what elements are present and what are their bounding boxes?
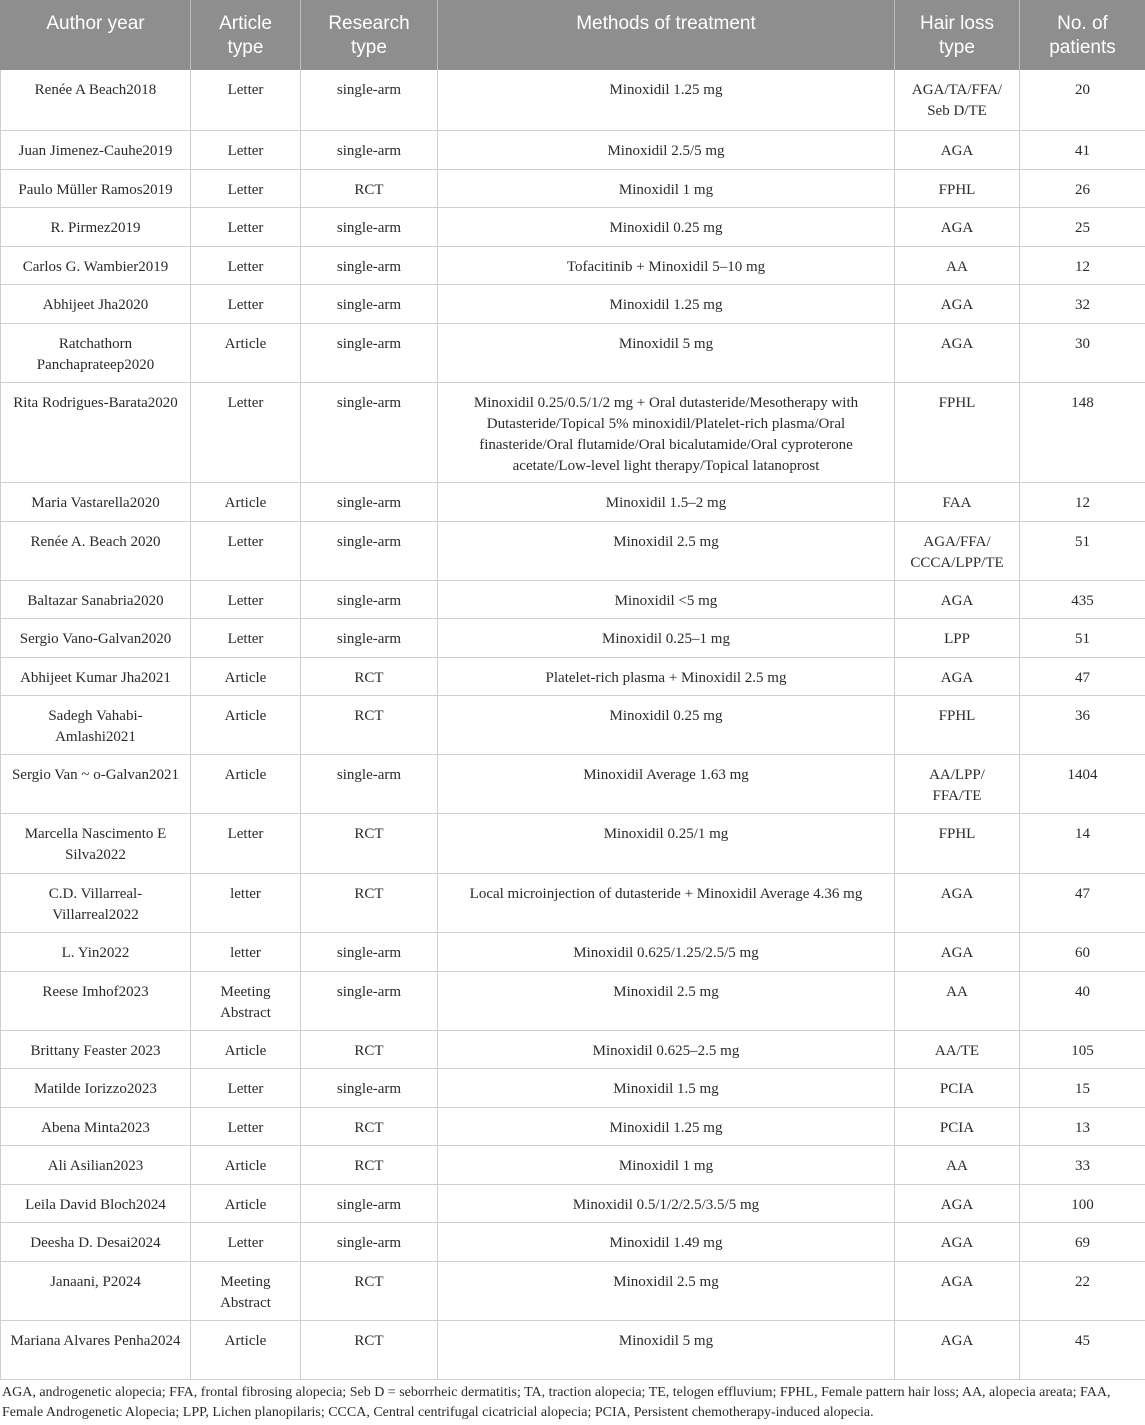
cell-methods-of-treatment: Minoxidil 1.25 mg	[438, 70, 895, 130]
cell-methods-of-treatment: Minoxidil 1 mg	[438, 169, 895, 207]
cell-no-of-patients: 47	[1020, 657, 1145, 695]
cell-research-type: RCT	[301, 813, 438, 873]
cell-article-type: Meeting Abstract	[191, 1261, 301, 1320]
cell-no-of-patients: 12	[1020, 246, 1145, 284]
cell-author-year: Renée A. Beach 2020	[1, 521, 191, 580]
cell-author-year: Sergio Vano-Galvan2020	[1, 618, 191, 657]
cell-no-of-patients: 60	[1020, 932, 1145, 971]
table-row	[1, 284, 1145, 323]
table-row	[1, 70, 1145, 130]
cell-author-year: R. Pirmez2019	[1, 207, 191, 246]
cell-no-of-patients: 1404	[1020, 754, 1145, 813]
table-row	[1, 246, 1145, 284]
cell-research-type: RCT	[301, 1261, 438, 1320]
table-row	[1, 932, 1145, 971]
cell-hair-loss-type: AA/TE	[895, 1030, 1020, 1068]
cell-article-type: Meeting Abstract	[191, 971, 301, 1030]
cell-hair-loss-type: AGA/TA/FFA/ Seb D/TE	[895, 70, 1020, 130]
cell-no-of-patients: 148	[1020, 382, 1145, 482]
cell-hair-loss-type: FPHL	[895, 813, 1020, 873]
table-body	[1, 70, 1145, 1379]
cell-author-year: Leila David Bloch2024	[1, 1184, 191, 1222]
cell-hair-loss-type: FPHL	[895, 169, 1020, 207]
cell-methods-of-treatment: Minoxidil 1.25 mg	[438, 1107, 895, 1145]
cell-research-type: single-arm	[301, 130, 438, 169]
cell-hair-loss-type: AA	[895, 1145, 1020, 1184]
cell-methods-of-treatment: Minoxidil 5 mg	[438, 1320, 895, 1379]
cell-article-type: letter	[191, 932, 301, 971]
cell-article-type: Letter	[191, 521, 301, 580]
cell-author-year: Mariana Alvares Penha2024	[1, 1320, 191, 1379]
cell-research-type: RCT	[301, 1145, 438, 1184]
cell-research-type: single-arm	[301, 1184, 438, 1222]
cell-methods-of-treatment: Minoxidil 2.5 mg	[438, 1261, 895, 1320]
cell-hair-loss-type: AGA	[895, 932, 1020, 971]
cell-author-year: Brittany Feaster 2023	[1, 1030, 191, 1068]
cell-methods-of-treatment: Minoxidil 1 mg	[438, 1145, 895, 1184]
table-row	[1, 1184, 1145, 1222]
cell-no-of-patients: 47	[1020, 873, 1145, 932]
table-row	[1, 1107, 1145, 1145]
cell-hair-loss-type: AA	[895, 971, 1020, 1030]
cell-no-of-patients: 69	[1020, 1222, 1145, 1261]
cell-research-type: RCT	[301, 1320, 438, 1379]
cell-no-of-patients: 32	[1020, 284, 1145, 323]
table-row	[1, 169, 1145, 207]
table-row	[1, 482, 1145, 521]
cell-research-type: single-arm	[301, 482, 438, 521]
cell-hair-loss-type: AGA	[895, 130, 1020, 169]
cell-article-type: Letter	[191, 813, 301, 873]
cell-methods-of-treatment: Minoxidil 2.5/5 mg	[438, 130, 895, 169]
cell-author-year: Ali Asilian2023	[1, 1145, 191, 1184]
cell-no-of-patients: 45	[1020, 1320, 1145, 1379]
cell-no-of-patients: 51	[1020, 521, 1145, 580]
cell-no-of-patients: 13	[1020, 1107, 1145, 1145]
cell-author-year: Marcella Nascimento E Silva2022	[1, 813, 191, 873]
table-row	[1, 382, 1145, 482]
cell-hair-loss-type: PCIA	[895, 1068, 1020, 1107]
cell-methods-of-treatment: Minoxidil Average 1.63 mg	[438, 754, 895, 813]
cell-research-type: RCT	[301, 657, 438, 695]
cell-methods-of-treatment: Minoxidil 0.5/1/2/2.5/3.5/5 mg	[438, 1184, 895, 1222]
cell-methods-of-treatment: Minoxidil <5 mg	[438, 580, 895, 618]
cell-article-type: Letter	[191, 130, 301, 169]
cell-author-year: Abena Minta2023	[1, 1107, 191, 1145]
cell-hair-loss-type: AGA	[895, 1261, 1020, 1320]
cell-hair-loss-type: AGA	[895, 580, 1020, 618]
cell-methods-of-treatment: Minoxidil 1.25 mg	[438, 284, 895, 323]
table-row	[1, 695, 1145, 754]
cell-hair-loss-type: LPP	[895, 618, 1020, 657]
table-row	[1, 207, 1145, 246]
cell-hair-loss-type: AGA	[895, 1222, 1020, 1261]
cell-research-type: single-arm	[301, 323, 438, 382]
table-footnote: AGA, androgenetic alopecia; FFA, frontal fibrosing alopecia; Seb D = seborrheic dermatitis; TA, traction alopecia; TE, telogen effluvium; FPHL, Female pattern hair loss; AA, alopecia areata; FAA, Female Androgenetic Alopecia; LPP, Lichen planopilaris; CCCA, Central centrifugal cicatricial alopecia; PCIA, Persistent chemotherapy-induced alopecia.	[2, 1385, 1111, 1420]
cell-research-type: single-arm	[301, 754, 438, 813]
cell-methods-of-treatment: Minoxidil 0.625/1.25/2.5/5 mg	[438, 932, 895, 971]
header-article-type: Article type	[191, 0, 301, 70]
cell-article-type: Article	[191, 1184, 301, 1222]
table-row	[1, 1222, 1145, 1261]
cell-author-year: Sadegh Vahabi-Amlashi2021	[1, 695, 191, 754]
cell-article-type: Letter	[191, 1107, 301, 1145]
cell-hair-loss-type: FPHL	[895, 695, 1020, 754]
cell-methods-of-treatment: Minoxidil 0.25/1 mg	[438, 813, 895, 873]
table-row	[1, 754, 1145, 813]
cell-author-year: Janaani, P2024	[1, 1261, 191, 1320]
cell-article-type: Article	[191, 1320, 301, 1379]
cell-author-year: Ratchathorn Panchaprateep2020	[1, 323, 191, 382]
cell-research-type: single-arm	[301, 521, 438, 580]
cell-methods-of-treatment: Minoxidil 1.5 mg	[438, 1068, 895, 1107]
table-row	[1, 618, 1145, 657]
cell-methods-of-treatment: Minoxidil 2.5 mg	[438, 521, 895, 580]
cell-article-type: Article	[191, 1145, 301, 1184]
cell-author-year: Matilde Iorizzo2023	[1, 1068, 191, 1107]
cell-author-year: Juan Jimenez-Cauhe2019	[1, 130, 191, 169]
cell-no-of-patients: 26	[1020, 169, 1145, 207]
cell-research-type: single-arm	[301, 971, 438, 1030]
table-row	[1, 323, 1145, 382]
cell-author-year: Rita Rodrigues-Barata2020	[1, 382, 191, 482]
cell-research-type: RCT	[301, 873, 438, 932]
header-methods-of-treatment: Methods of treatment	[438, 0, 895, 70]
table-header-row	[1, 0, 1145, 70]
cell-article-type: Letter	[191, 1068, 301, 1107]
table-row	[1, 657, 1145, 695]
cell-no-of-patients: 51	[1020, 618, 1145, 657]
cell-article-type: Article	[191, 482, 301, 521]
table-row	[1, 971, 1145, 1030]
cell-no-of-patients: 15	[1020, 1068, 1145, 1107]
header-author-year: Author year	[1, 0, 191, 70]
cell-author-year: Renée A Beach2018	[1, 70, 191, 130]
table-row	[1, 130, 1145, 169]
header-no-of-patients: No. of patients	[1020, 0, 1145, 70]
cell-research-type: single-arm	[301, 382, 438, 482]
cell-hair-loss-type: AGA	[895, 657, 1020, 695]
cell-research-type: single-arm	[301, 284, 438, 323]
table-row	[1, 580, 1145, 618]
cell-research-type: single-arm	[301, 207, 438, 246]
cell-author-year: Sergio Van ~ o-Galvan2021	[1, 754, 191, 813]
cell-methods-of-treatment: Platelet-rich plasma + Minoxidil 2.5 mg	[438, 657, 895, 695]
cell-hair-loss-type: AGA	[895, 1184, 1020, 1222]
cell-hair-loss-type: AGA	[895, 873, 1020, 932]
cell-methods-of-treatment: Minoxidil 0.25–1 mg	[438, 618, 895, 657]
cell-author-year: Maria Vastarella2020	[1, 482, 191, 521]
cell-hair-loss-type: AGA	[895, 284, 1020, 323]
cell-hair-loss-type: PCIA	[895, 1107, 1020, 1145]
cell-methods-of-treatment: Minoxidil 1.49 mg	[438, 1222, 895, 1261]
cell-methods-of-treatment: Minoxidil 1.5–2 mg	[438, 482, 895, 521]
cell-research-type: single-arm	[301, 1068, 438, 1107]
cell-article-type: Letter	[191, 207, 301, 246]
cell-article-type: Article	[191, 754, 301, 813]
cell-no-of-patients: 12	[1020, 482, 1145, 521]
cell-methods-of-treatment: Minoxidil 0.25/0.5/1/2 mg + Oral dutasteride/Mesotherapy with Dutasteride/Topical 5% minoxidil/Platelet-rich plasma/Oral finasteride/Oral flutamide/Oral bicalutamide/Oral cyproterone acetate/Low-level light therapy/Topical latanoprost	[438, 382, 895, 482]
cell-hair-loss-type: AGA/FFA/ CCCA/LPP/TE	[895, 521, 1020, 580]
cell-author-year: Abhijeet Jha2020	[1, 284, 191, 323]
cell-author-year: L. Yin2022	[1, 932, 191, 971]
cell-hair-loss-type: AGA	[895, 207, 1020, 246]
table-row	[1, 813, 1145, 873]
cell-methods-of-treatment: Minoxidil 0.625–2.5 mg	[438, 1030, 895, 1068]
cell-article-type: Letter	[191, 70, 301, 130]
cell-article-type: Letter	[191, 284, 301, 323]
cell-no-of-patients: 100	[1020, 1184, 1145, 1222]
cell-no-of-patients: 40	[1020, 971, 1145, 1030]
cell-methods-of-treatment: Minoxidil 2.5 mg	[438, 971, 895, 1030]
header-research-type: Research type	[301, 0, 438, 70]
cell-research-type: single-arm	[301, 1222, 438, 1261]
cell-article-type: letter	[191, 873, 301, 932]
cell-article-type: Letter	[191, 169, 301, 207]
cell-author-year: Paulo Müller Ramos2019	[1, 169, 191, 207]
cell-author-year: Deesha D. Desai2024	[1, 1222, 191, 1261]
cell-no-of-patients: 36	[1020, 695, 1145, 754]
cell-methods-of-treatment: Minoxidil 0.25 mg	[438, 695, 895, 754]
table-row	[1, 1030, 1145, 1068]
cell-no-of-patients: 41	[1020, 130, 1145, 169]
cell-no-of-patients: 22	[1020, 1261, 1145, 1320]
cell-no-of-patients: 33	[1020, 1145, 1145, 1184]
cell-hair-loss-type: AGA	[895, 323, 1020, 382]
table-row	[1, 1261, 1145, 1320]
cell-author-year: Reese Imhof2023	[1, 971, 191, 1030]
cell-article-type: Article	[191, 1030, 301, 1068]
table-row	[1, 873, 1145, 932]
cell-research-type: RCT	[301, 695, 438, 754]
cell-author-year: Carlos G. Wambier2019	[1, 246, 191, 284]
cell-article-type: Letter	[191, 1222, 301, 1261]
cell-research-type: single-arm	[301, 580, 438, 618]
cell-author-year: Baltazar Sanabria2020	[1, 580, 191, 618]
cell-research-type: single-arm	[301, 618, 438, 657]
cell-article-type: Letter	[191, 246, 301, 284]
cell-no-of-patients: 20	[1020, 70, 1145, 130]
cell-research-type: RCT	[301, 1107, 438, 1145]
cell-article-type: Article	[191, 323, 301, 382]
table-row	[1, 1320, 1145, 1379]
cell-research-type: single-arm	[301, 246, 438, 284]
cell-research-type: single-arm	[301, 70, 438, 130]
cell-methods-of-treatment: Minoxidil 0.25 mg	[438, 207, 895, 246]
table-row	[1, 521, 1145, 580]
header-hair-loss-type: Hair loss type	[895, 0, 1020, 70]
cell-article-type: Letter	[191, 580, 301, 618]
cell-hair-loss-type: AGA	[895, 1320, 1020, 1379]
cell-research-type: single-arm	[301, 932, 438, 971]
cell-article-type: Article	[191, 657, 301, 695]
cell-hair-loss-type: FPHL	[895, 382, 1020, 482]
cell-author-year: C.D. Villarreal-Villarreal2022	[1, 873, 191, 932]
cell-no-of-patients: 105	[1020, 1030, 1145, 1068]
cell-no-of-patients: 25	[1020, 207, 1145, 246]
cell-article-type: Letter	[191, 382, 301, 482]
cell-no-of-patients: 14	[1020, 813, 1145, 873]
cell-author-year: Abhijeet Kumar Jha2021	[1, 657, 191, 695]
cell-hair-loss-type: AA/LPP/ FFA/TE	[895, 754, 1020, 813]
cell-hair-loss-type: AA	[895, 246, 1020, 284]
cell-methods-of-treatment: Local microinjection of dutasteride + Minoxidil Average 4.36 mg	[438, 873, 895, 932]
cell-no-of-patients: 435	[1020, 580, 1145, 618]
cell-no-of-patients: 30	[1020, 323, 1145, 382]
cell-hair-loss-type: FAA	[895, 482, 1020, 521]
cell-article-type: Article	[191, 695, 301, 754]
cell-article-type: Letter	[191, 618, 301, 657]
table-row	[1, 1068, 1145, 1107]
cell-research-type: RCT	[301, 169, 438, 207]
cell-methods-of-treatment: Minoxidil 5 mg	[438, 323, 895, 382]
cell-research-type: RCT	[301, 1030, 438, 1068]
cell-methods-of-treatment: Tofacitinib + Minoxidil 5–10 mg	[438, 246, 895, 284]
table-row	[1, 1145, 1145, 1184]
